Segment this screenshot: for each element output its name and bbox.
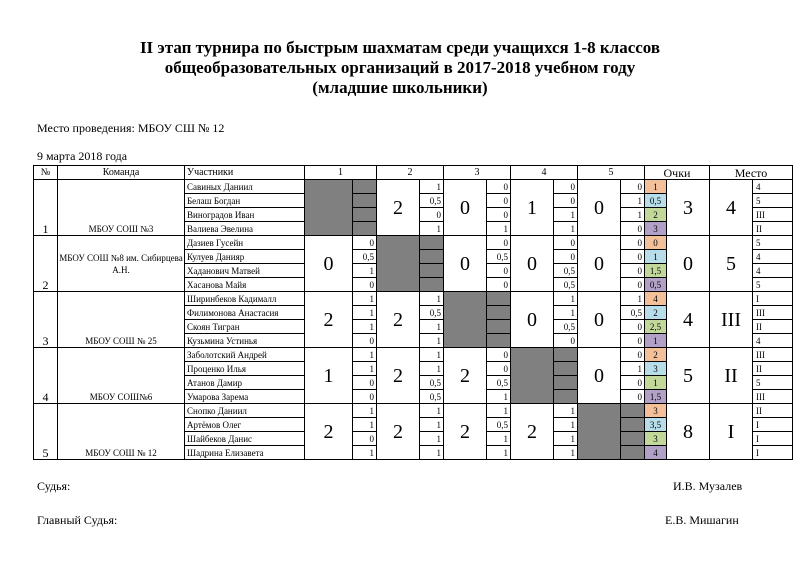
header-points: Очки xyxy=(645,166,710,180)
player-points: 2,5 xyxy=(645,320,667,334)
player-place: II xyxy=(753,222,793,236)
board-result: 0,5 xyxy=(487,376,511,390)
player-place: I xyxy=(753,292,793,306)
board-result: 0 xyxy=(487,348,511,362)
board-result: 0 xyxy=(353,390,377,404)
self-result-cell xyxy=(554,376,578,390)
match-score: 1 xyxy=(305,348,353,404)
self-result-cell xyxy=(353,194,377,208)
venue: Место проведения: МБОУ СШ № 12 xyxy=(37,121,225,135)
board-result: 0 xyxy=(487,278,511,292)
team-place: 5 xyxy=(710,236,753,292)
title-line-3: (младшие школьники) xyxy=(312,78,488,97)
player-name: Виноградов Иван xyxy=(185,208,305,222)
board-result: 1 xyxy=(420,432,444,446)
team-name: МБОУ СОШ № 25 xyxy=(58,292,185,348)
player-name: Снопко Даниил xyxy=(185,404,305,418)
match-score: 2 xyxy=(377,348,420,404)
player-name: Ширинбеков Кадималл xyxy=(185,292,305,306)
team-number: 3 xyxy=(34,292,58,348)
board-result: 0 xyxy=(353,334,377,348)
header-row xyxy=(34,166,793,180)
player-name: Филимонова Анастасия xyxy=(185,306,305,320)
player-place: III xyxy=(753,390,793,404)
board-result: 0,5 xyxy=(420,194,444,208)
player-place: III xyxy=(753,348,793,362)
self-result-cell xyxy=(487,320,511,334)
player-points: 1,5 xyxy=(645,264,667,278)
player-points: 1 xyxy=(645,180,667,194)
header-round-5: 5 xyxy=(578,166,645,180)
board-result: 1 xyxy=(420,292,444,306)
board-result: 1 xyxy=(353,418,377,432)
self-result-cell xyxy=(487,334,511,348)
board-result: 1 xyxy=(621,362,645,376)
board-result: 0 xyxy=(621,236,645,250)
player-place: II xyxy=(753,362,793,376)
match-score: 2 xyxy=(305,404,353,460)
player-points: 0,5 xyxy=(645,278,667,292)
player-points: 0 xyxy=(645,236,667,250)
self-result-cell xyxy=(420,264,444,278)
match-score: 0 xyxy=(511,236,554,292)
board-result: 0 xyxy=(554,250,578,264)
team-place: III xyxy=(710,292,753,348)
board-result: 1 xyxy=(420,334,444,348)
player-place: 5 xyxy=(753,236,793,250)
board-result: 1 xyxy=(420,404,444,418)
team-number: 4 xyxy=(34,348,58,404)
self-match-cell xyxy=(444,292,487,348)
match-score: 1 xyxy=(511,180,554,236)
board-result: 1 xyxy=(420,446,444,460)
player-place: 4 xyxy=(753,264,793,278)
player-name: Умарова Зарема xyxy=(185,390,305,404)
self-result-cell xyxy=(554,348,578,362)
player-place: 4 xyxy=(753,180,793,194)
board-result: 1 xyxy=(353,264,377,278)
board-result: 0 xyxy=(487,180,511,194)
player-points: 0,5 xyxy=(645,194,667,208)
board-result: 0,5 xyxy=(554,278,578,292)
board-result: 1 xyxy=(621,194,645,208)
board-result: 0 xyxy=(621,250,645,264)
board-result: 1 xyxy=(420,222,444,236)
board-result: 1 xyxy=(487,446,511,460)
board-result: 1 xyxy=(554,306,578,320)
match-score: 2 xyxy=(305,292,353,348)
board-result: 1 xyxy=(621,292,645,306)
self-result-cell xyxy=(353,208,377,222)
header-players: Участники xyxy=(185,166,305,180)
team-place: II xyxy=(710,348,753,404)
judge-name: И.В. Музалев xyxy=(673,479,743,493)
player-name: Валиева Эвелина xyxy=(185,222,305,236)
player-points: 3 xyxy=(645,362,667,376)
results-table xyxy=(33,165,793,460)
self-result-cell xyxy=(353,222,377,236)
date: 9 марта 2018 года xyxy=(37,149,128,163)
board-result: 0,5 xyxy=(487,418,511,432)
player-points: 1,5 xyxy=(645,390,667,404)
self-result-cell xyxy=(621,404,645,418)
player-points: 3,5 xyxy=(645,418,667,432)
player-name: Дазиев Гусейн xyxy=(185,236,305,250)
player-place: 5 xyxy=(753,376,793,390)
board-result: 0 xyxy=(353,376,377,390)
team-place: 4 xyxy=(710,180,753,236)
player-row xyxy=(34,292,793,306)
player-place: 4 xyxy=(753,250,793,264)
team-name: МБОУ СОШ №3 xyxy=(58,180,185,236)
board-result: 1 xyxy=(420,348,444,362)
match-score: 0 xyxy=(578,180,621,236)
board-result: 1 xyxy=(353,320,377,334)
header-round-4: 4 xyxy=(511,166,578,180)
board-result: 0,5 xyxy=(420,376,444,390)
player-row xyxy=(34,236,793,250)
board-result: 1 xyxy=(621,208,645,222)
team-name: МБОУ СОШ № 12 xyxy=(58,404,185,460)
player-points: 2 xyxy=(645,348,667,362)
player-place: III xyxy=(753,208,793,222)
player-points: 1 xyxy=(645,376,667,390)
self-result-cell xyxy=(420,250,444,264)
board-result: 0 xyxy=(353,278,377,292)
self-result-cell xyxy=(621,446,645,460)
match-score: 2 xyxy=(377,180,420,236)
player-points: 2 xyxy=(645,306,667,320)
header-round-3: 3 xyxy=(444,166,511,180)
match-score: 2 xyxy=(377,292,420,348)
header-round-2: 2 xyxy=(377,166,444,180)
player-name: Шайбеков Данис xyxy=(185,432,305,446)
board-result: 1 xyxy=(554,446,578,460)
player-name: Хасанова Майя xyxy=(185,278,305,292)
header-num: № xyxy=(34,166,58,180)
player-points: 3 xyxy=(645,432,667,446)
header-round-1: 1 xyxy=(305,166,377,180)
player-points: 1 xyxy=(645,250,667,264)
title-line-1: II этап турнира по быстрым шахматам среди учащихся 1-8 классов xyxy=(139,38,661,57)
board-result: 0,5 xyxy=(554,320,578,334)
player-place: 5 xyxy=(753,194,793,208)
board-result: 1 xyxy=(353,404,377,418)
match-score: 0 xyxy=(444,236,487,292)
board-result: 0 xyxy=(487,208,511,222)
match-score: 2 xyxy=(377,404,420,460)
self-result-cell xyxy=(621,418,645,432)
team-number: 2 xyxy=(34,236,58,292)
player-place: I xyxy=(753,446,793,460)
board-result: 1 xyxy=(420,418,444,432)
player-name: Заболотский Андрей xyxy=(185,348,305,362)
board-result: 0,5 xyxy=(353,250,377,264)
team-name: МБОУ СОШ №8 им. Сибирцева А.Н. xyxy=(58,236,185,292)
board-result: 1 xyxy=(487,390,511,404)
board-result: 0 xyxy=(621,334,645,348)
match-score: 0 xyxy=(511,292,554,348)
player-row xyxy=(34,348,793,362)
self-match-cell xyxy=(511,348,554,404)
board-result: 1 xyxy=(420,180,444,194)
player-points: 4 xyxy=(645,292,667,306)
board-result: 1 xyxy=(420,320,444,334)
match-score: 0 xyxy=(444,180,487,236)
board-result: 0 xyxy=(621,390,645,404)
player-name: Кузьмина Устинья xyxy=(185,334,305,348)
chief-judge-label: Главный Судья: xyxy=(37,513,118,527)
board-result: 0 xyxy=(487,194,511,208)
board-result: 0 xyxy=(554,180,578,194)
match-score: 0 xyxy=(578,292,621,348)
board-result: 0 xyxy=(621,278,645,292)
match-score: 0 xyxy=(578,236,621,292)
player-row xyxy=(34,404,793,418)
self-match-cell xyxy=(578,404,621,460)
board-result: 0 xyxy=(621,264,645,278)
self-match-cell xyxy=(377,236,420,292)
player-place: 4 xyxy=(753,334,793,348)
board-result: 1 xyxy=(554,432,578,446)
player-points: 3 xyxy=(645,222,667,236)
chief-judge-name: Е.В. Мишагин xyxy=(665,513,739,527)
board-result: 1 xyxy=(420,362,444,376)
board-result: 0 xyxy=(621,180,645,194)
board-result: 1 xyxy=(353,362,377,376)
self-result-cell xyxy=(420,278,444,292)
board-result: 0 xyxy=(487,362,511,376)
header-team: Команда xyxy=(58,166,185,180)
self-result-cell xyxy=(554,362,578,376)
board-result: 1 xyxy=(487,222,511,236)
board-result: 0 xyxy=(554,194,578,208)
player-name: Скоян Тигран xyxy=(185,320,305,334)
player-name: Кулуев Данияр xyxy=(185,250,305,264)
board-result: 0 xyxy=(621,376,645,390)
board-result: 0,5 xyxy=(621,306,645,320)
player-points: 1 xyxy=(645,334,667,348)
board-result: 0,5 xyxy=(554,264,578,278)
board-result: 0,5 xyxy=(420,390,444,404)
player-place: I xyxy=(753,418,793,432)
player-name: Атанов Дамир xyxy=(185,376,305,390)
player-name: Шадрина Елизавета xyxy=(185,446,305,460)
player-points: 4 xyxy=(645,446,667,460)
title-line-2: общеобразовательных организаций в 2017-2018 учебном году xyxy=(164,58,636,77)
player-name: Савиных Даниил xyxy=(185,180,305,194)
player-place: III xyxy=(753,306,793,320)
match-score: 2 xyxy=(444,404,487,460)
board-result: 0 xyxy=(353,236,377,250)
team-total-points: 5 xyxy=(667,348,710,404)
player-name: Хаданович Матвей xyxy=(185,264,305,278)
player-points: 3 xyxy=(645,404,667,418)
board-result: 1 xyxy=(554,208,578,222)
self-result-cell xyxy=(487,292,511,306)
match-score: 2 xyxy=(444,348,487,404)
board-result: 0 xyxy=(621,222,645,236)
player-place: II xyxy=(753,320,793,334)
board-result: 1 xyxy=(487,404,511,418)
document-title xyxy=(0,38,800,98)
board-result: 0 xyxy=(554,236,578,250)
board-result: 0,5 xyxy=(420,306,444,320)
judge-label: Судья: xyxy=(37,479,71,493)
team-total-points: 3 xyxy=(667,180,710,236)
board-result: 1 xyxy=(554,292,578,306)
board-result: 1 xyxy=(554,418,578,432)
team-number: 5 xyxy=(34,404,58,460)
board-result: 1 xyxy=(353,348,377,362)
player-row xyxy=(34,180,793,194)
board-result: 1 xyxy=(487,432,511,446)
board-result: 1 xyxy=(554,222,578,236)
self-result-cell xyxy=(621,432,645,446)
self-result-cell xyxy=(554,390,578,404)
player-place: 5 xyxy=(753,278,793,292)
match-score: 0 xyxy=(578,348,621,404)
board-result: 0 xyxy=(353,432,377,446)
self-result-cell xyxy=(353,180,377,194)
player-place: II xyxy=(753,404,793,418)
board-result: 0,5 xyxy=(487,250,511,264)
team-total-points: 0 xyxy=(667,236,710,292)
board-result: 1 xyxy=(353,292,377,306)
board-result: 0 xyxy=(487,264,511,278)
player-points: 2 xyxy=(645,208,667,222)
board-result: 0 xyxy=(487,236,511,250)
player-place: I xyxy=(753,432,793,446)
self-result-cell xyxy=(420,236,444,250)
match-score: 2 xyxy=(511,404,554,460)
board-result: 0 xyxy=(420,208,444,222)
self-match-cell xyxy=(305,180,353,236)
header-place: Место xyxy=(710,166,793,180)
board-result: 0 xyxy=(554,334,578,348)
match-score: 0 xyxy=(305,236,353,292)
team-total-points: 4 xyxy=(667,292,710,348)
board-result: 0 xyxy=(621,320,645,334)
board-result: 1 xyxy=(554,404,578,418)
team-total-points: 8 xyxy=(667,404,710,460)
team-name: МБОУ СОШ№6 xyxy=(58,348,185,404)
board-result: 0 xyxy=(621,348,645,362)
player-name: Артёмов Олег xyxy=(185,418,305,432)
board-result: 1 xyxy=(353,446,377,460)
player-name: Белаш Богдан xyxy=(185,194,305,208)
player-name: Проценко Илья xyxy=(185,362,305,376)
board-result: 1 xyxy=(353,306,377,320)
self-result-cell xyxy=(487,306,511,320)
team-place: I xyxy=(710,404,753,460)
team-number: 1 xyxy=(34,180,58,236)
